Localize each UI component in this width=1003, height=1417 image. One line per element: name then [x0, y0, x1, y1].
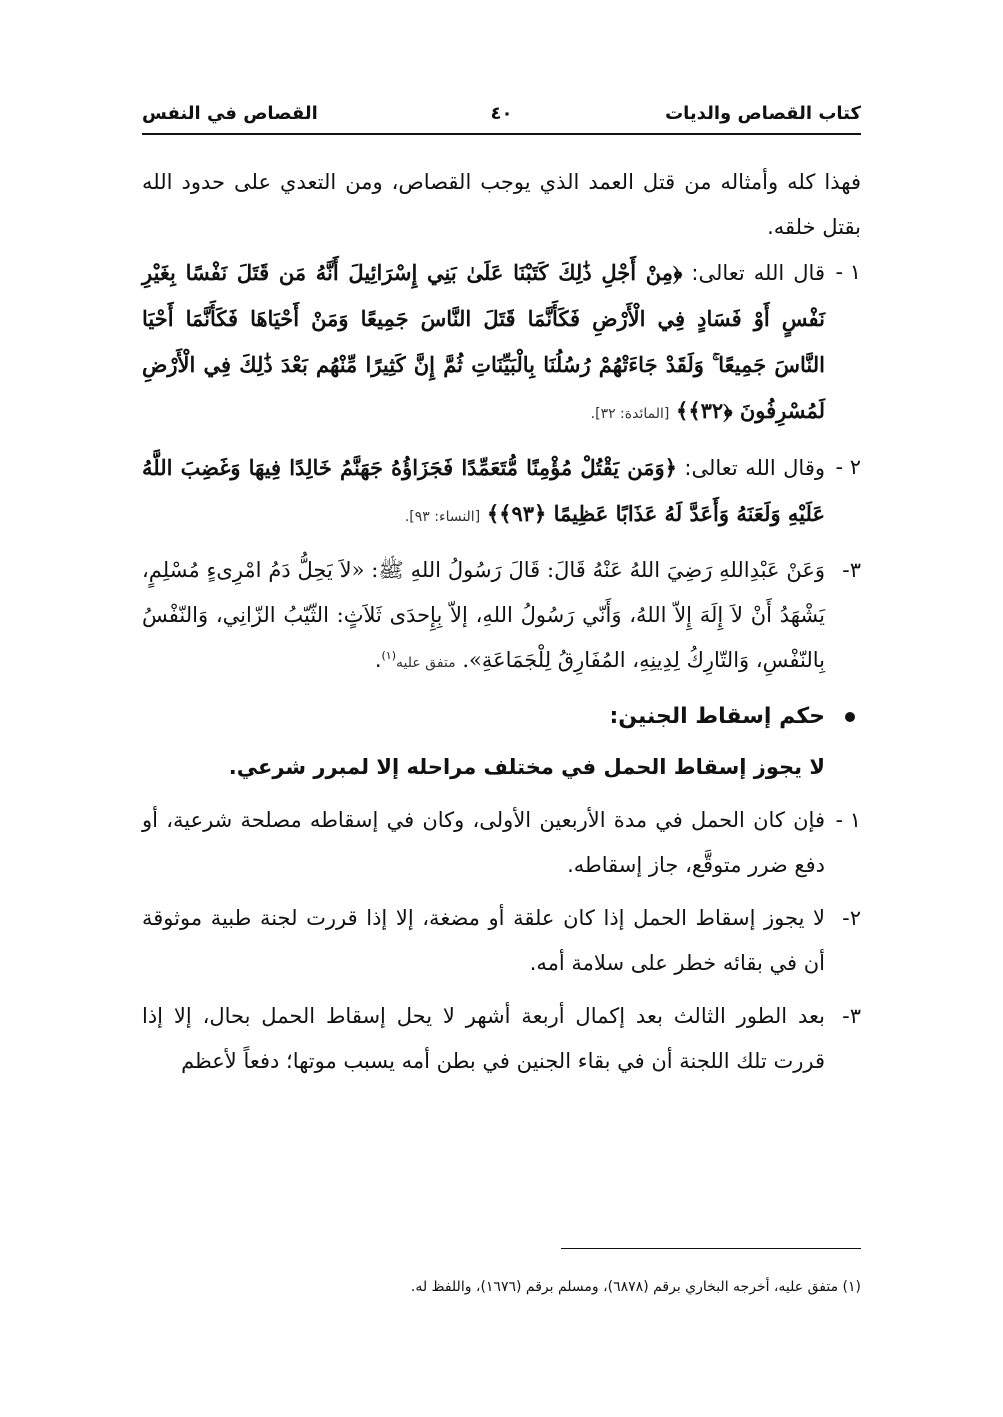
section-heading [142, 694, 861, 739]
intro-paragraph: فهذا كله وأمثاله من قتل العمد الذي يوجب القصاص، ومن التعدي على حدود الله بقتل خلقه. [142, 170, 861, 239]
verse-reference: [المائدة: ٣٢]. [590, 406, 670, 422]
header-chapter-title: القصاص في النفس [142, 102, 318, 124]
header-book-title: كتاب القصاص والديات [665, 102, 861, 124]
list-item-ruling-1 [142, 798, 861, 888]
sentence-end: . [374, 648, 382, 672]
item-lead: وقال الله تعالى: [684, 456, 826, 480]
item-text [142, 445, 825, 540]
item-lead: قال الله تعالى: [691, 261, 825, 285]
list-item-ruling-2 [142, 896, 861, 986]
item-text: بعد الطور الثالث بعد إكمال أربعة أشهر لا يحل إسقاط الحمل بحال، إلا إذا قررت تلك اللجنة أن في بقاء الجنين في بطن أمه يسبب موتها؛ دفعاً لأعظم [142, 1004, 825, 1073]
list-item-verse-1 [142, 250, 861, 437]
quran-verse: ﴿مِنْ أَجْلِ ذَٰلِكَ كَتَبْنَا عَلَىٰ بَنِي إِسْرَائِيلَ أَنَّهُ مَن قَتَلَ نَفْسًا بِغَيْرِ نَفْسٍ أَوْ فَسَادٍ فِي الْأَرْضِ فَكَأَنَّمَا قَتَلَ النَّاسَ جَمِيعًا وَمَنْ أَحْيَاهَا فَكَأَنَّمَا أَحْيَا النَّاسَ جَمِيعًا ۚ وَلَقَدْ جَاءَتْهُمْ رُسُلُنَا بِالْبَيِّنَاتِ ثُمَّ إِنَّ كَثِيرًا مِّنْهُم بَعْدَ ذَٰلِكَ فِي الْأَرْضِ لَمُسْرِفُونَ ﴿٣٢﴾﴾ [142, 260, 825, 423]
footnote-divider [561, 1248, 861, 1249]
item-number: ٢- [842, 906, 861, 930]
item-number: ٢ - [835, 455, 861, 479]
item-text [142, 548, 825, 686]
section-heading-text: حكم إسقاط الجنين: [609, 704, 825, 729]
quran-verse: ﴿وَمَن يَقْتُلْ مُؤْمِنًا مُّتَعَمِّدًا فَجَزَاؤُهُ جَهَنَّمُ خَالِدًا فِيهَا وَغَضِبَ اللَّهُ عَلَيْهِ وَلَعَنَهُ وَأَعَدَّ لَهُ عَذَابًا عَظِيمًا ﴿٩٣﴾﴾ [142, 455, 825, 526]
hadith-reference: متفق عليه [396, 655, 456, 671]
list-item-hadith [142, 548, 861, 686]
item-number: ٣- [842, 1004, 861, 1028]
hadith-text: وَعَنْ عَبْدِاللهِ رَضِيَ اللهُ عَنْهُ قَالَ: قَالَ رَسُولُ اللهِ ﷺ: «لاَ يَحِلُّ دَمُ امْرِىءٍ مُسْلِمٍ، يَشْهَدُ أَنْ لاَ إِلَهَ إِلاّ اللهُ، وَأَنّي رَسُولُ اللهِ، إلاّ بِإِحدَى ثَلاَثٍ: الثّيّبُ الزّانِي، وَالنّفْسُ بِالنّفْسِ، وَالتّارِكُ لِدِينِهِ، المُفَارِقُ لِلْجَمَاعَةِ». [142, 558, 825, 672]
page-number: ٤٠ [490, 102, 513, 124]
item-number: ١ - [835, 260, 861, 284]
page-body [142, 160, 861, 1092]
bullet-icon [845, 712, 855, 722]
list-item-ruling-3 [142, 994, 861, 1084]
running-header [142, 96, 861, 130]
item-number: ١ - [835, 808, 861, 832]
item-text [142, 250, 825, 437]
verse-reference: [النساء: ٩٣]. [404, 509, 481, 525]
footnote-marker[interactable]: (١) [381, 649, 397, 662]
footnote: (١) متفق عليه، أخرجه البخاري برقم (٦٨٧٨)، ومسلم برقم (١٦٧٦)، واللفظ له. [410, 1279, 861, 1295]
section-rule: لا يجوز إسقاط الحمل في مختلف مراحله إلا لمبرر شرعي. [228, 755, 825, 779]
header-divider [142, 133, 861, 135]
list-item-verse-2 [142, 445, 861, 540]
item-text: لا يجوز إسقاط الحمل إذا كان علقة أو مضغة، إلا إذا قررت لجنة طبية موثوقة أن في بقائه خطر على سلامة أمه. [142, 906, 825, 975]
item-text: فإن كان الحمل في مدة الأربعين الأولى، وكان في إسقاطه مصلحة شرعية، أو دفع ضرر متوقَّع، جاز إسقاطه. [142, 808, 825, 877]
item-number: ٣- [842, 558, 861, 582]
